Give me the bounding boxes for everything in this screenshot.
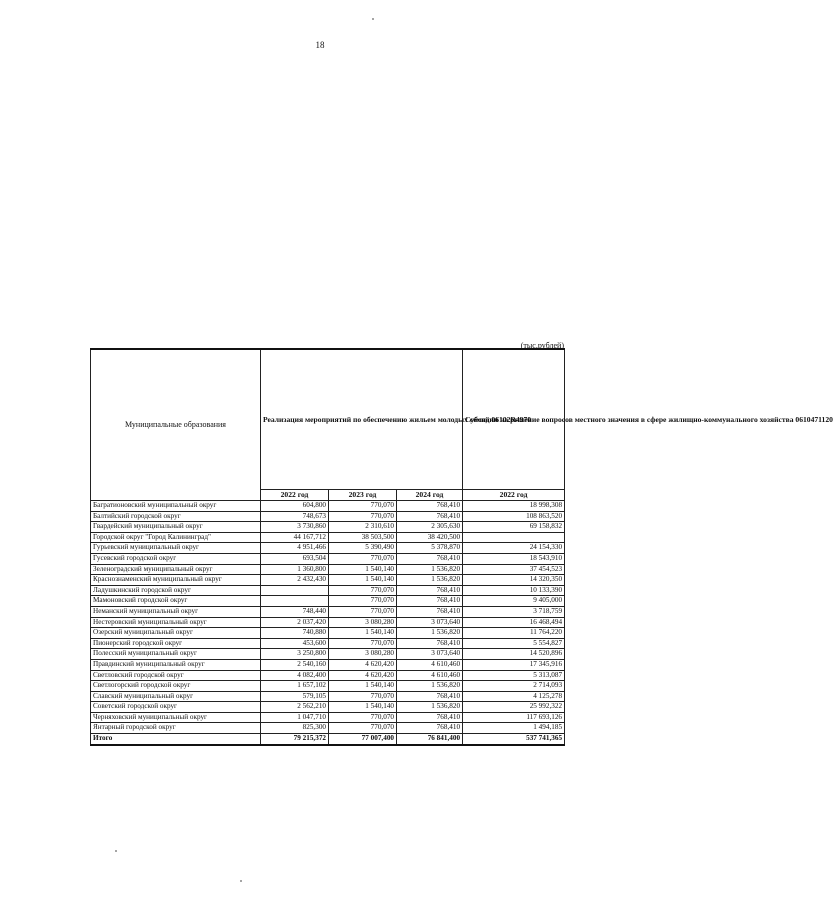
value-2023-cell: 770,070: [329, 638, 397, 649]
value-2022-cell: 2 037,420: [261, 617, 329, 628]
scan-speck: [115, 850, 117, 852]
municipality-name-cell: Озерский муниципальный округ: [91, 628, 261, 639]
subsidy-2022-cell: 10 133,390: [463, 585, 565, 596]
table-row: [91, 617, 565, 628]
municipality-name-cell: Черняховский муниципальный округ: [91, 712, 261, 723]
subsidy-2022-cell: 18 998,308: [463, 501, 565, 512]
subsidy-2022-cell: 108 863,520: [463, 511, 565, 522]
value-2023-cell: 770,070: [329, 691, 397, 702]
subsidy-2022-cell: 14 320,350: [463, 575, 565, 586]
value-2024-total: 76 841,400: [397, 734, 463, 745]
table-row: [91, 702, 565, 713]
value-2024-cell: 768,410: [397, 606, 463, 617]
table-row: [91, 596, 565, 607]
value-2023-cell: 770,070: [329, 511, 397, 522]
year-header-2024: 2024 год: [397, 490, 463, 501]
value-2023-cell: 1 540,140: [329, 681, 397, 692]
value-2024-cell: 1 536,820: [397, 702, 463, 713]
value-2023-cell: 1 540,140: [329, 628, 397, 639]
page-number: 18: [315, 40, 325, 50]
units-note: (тыс.рублей): [520, 341, 564, 350]
value-2022-cell: 2 562,210: [261, 702, 329, 713]
year-header-subsidy-2022: 2022 год: [463, 490, 565, 501]
municipality-name-cell: Балтийский городской округ: [91, 511, 261, 522]
subsidy-2022-cell: 9 405,000: [463, 596, 565, 607]
table-row: [91, 501, 565, 512]
value-2023-cell: 3 080,280: [329, 617, 397, 628]
value-2023-cell: 4 620,420: [329, 670, 397, 681]
value-2024-cell: 1 536,820: [397, 575, 463, 586]
value-2023-cell: 1 540,140: [329, 564, 397, 575]
subsidy-2022-cell: 3 718,759: [463, 606, 565, 617]
value-2023-cell: 5 390,490: [329, 543, 397, 554]
municipality-name-cell: Гурьевский муниципальный округ: [91, 543, 261, 554]
value-2022-cell: [261, 596, 329, 607]
municipality-name-cell: Пионерский городской округ: [91, 638, 261, 649]
total-label: Итого: [91, 734, 261, 745]
table-row: [91, 606, 565, 617]
subsidy-2022-cell: 117 693,126: [463, 712, 565, 723]
value-2023-cell: 1 540,140: [329, 575, 397, 586]
year-header-2022: 2022 год: [261, 490, 329, 501]
value-2024-cell: 38 420,500: [397, 532, 463, 543]
table-row: [91, 649, 565, 660]
value-2022-cell: 748,440: [261, 606, 329, 617]
value-2023-total: 77 007,400: [329, 734, 397, 745]
value-2023-cell: 1 540,140: [329, 702, 397, 713]
municipality-name-cell: Светловский городской округ: [91, 670, 261, 681]
value-2022-cell: 1 360,800: [261, 564, 329, 575]
scan-speck: [372, 18, 374, 20]
value-2022-cell: 604,800: [261, 501, 329, 512]
value-2023-cell: 770,070: [329, 712, 397, 723]
table-row: [91, 723, 565, 734]
table-row: [91, 511, 565, 522]
municipality-name-cell: Светлогорский городской округ: [91, 681, 261, 692]
value-2024-cell: 768,410: [397, 501, 463, 512]
value-2024-cell: 2 305,630: [397, 522, 463, 533]
column-header-housing-program: Реализация мероприятий по обеспечению жильем молодых семей 06102R4970: [261, 349, 463, 490]
value-2022-cell: 3 250,800: [261, 649, 329, 660]
table-row: [91, 691, 565, 702]
value-2022-cell: 453,600: [261, 638, 329, 649]
column-header-municipality: Муниципальные образования: [91, 349, 261, 501]
subsidy-2022-cell: 2 714,093: [463, 681, 565, 692]
table-row: [91, 628, 565, 639]
column-header-subsidy: Субсидии на решение вопросов местного значения в сфере жилищно-коммунального хозяйства 0610471120: [463, 349, 565, 490]
municipality-name-cell: Гвардейский муниципальный округ: [91, 522, 261, 533]
value-2022-cell: 825,300: [261, 723, 329, 734]
municipality-name-cell: Нестеровский муниципальный округ: [91, 617, 261, 628]
value-2023-cell: 4 620,420: [329, 659, 397, 670]
subsidy-2022-cell: 14 520,896: [463, 649, 565, 660]
value-2022-cell: 3 730,860: [261, 522, 329, 533]
value-2022-cell: 2 432,430: [261, 575, 329, 586]
municipality-name-cell: Неманский муниципальный округ: [91, 606, 261, 617]
value-2024-cell: 5 378,870: [397, 543, 463, 554]
subsidy-2022-cell: 69 158,832: [463, 522, 565, 533]
municipality-name-cell: Правдинский муниципальный округ: [91, 659, 261, 670]
subsidy-2022-cell: 5 554,827: [463, 638, 565, 649]
value-2022-total: 79 215,372: [261, 734, 329, 745]
table-row: [91, 585, 565, 596]
value-2022-cell: 1 047,710: [261, 712, 329, 723]
value-2024-cell: 768,410: [397, 723, 463, 734]
subsidy-2022-cell: 4 125,278: [463, 691, 565, 702]
municipality-name-cell: Полесский муниципальный округ: [91, 649, 261, 660]
municipality-name-cell: Мамоновский городской округ: [91, 596, 261, 607]
table-row: [91, 564, 565, 575]
value-2024-cell: 1 536,820: [397, 628, 463, 639]
value-2023-cell: 770,070: [329, 606, 397, 617]
value-2023-cell: 770,070: [329, 553, 397, 564]
value-2023-cell: 2 310,610: [329, 522, 397, 533]
table-row: [91, 522, 565, 533]
municipality-name-cell: Городской округ "Город Калининград": [91, 532, 261, 543]
table-row: [91, 532, 565, 543]
value-2022-cell: 740,880: [261, 628, 329, 639]
value-2022-cell: 1 657,102: [261, 681, 329, 692]
value-2024-cell: 768,410: [397, 553, 463, 564]
value-2023-cell: 770,070: [329, 501, 397, 512]
value-2024-cell: 768,410: [397, 691, 463, 702]
value-2023-cell: 770,070: [329, 723, 397, 734]
value-2024-cell: 1 536,820: [397, 564, 463, 575]
subsidy-2022-total: 537 741,365: [463, 734, 565, 745]
value-2022-cell: 693,504: [261, 553, 329, 564]
table-row: [91, 553, 565, 564]
value-2024-cell: 4 610,460: [397, 670, 463, 681]
value-2023-cell: 770,070: [329, 585, 397, 596]
value-2024-cell: 768,410: [397, 638, 463, 649]
value-2022-cell: 44 167,712: [261, 532, 329, 543]
table-row: [91, 712, 565, 723]
subsidy-2022-cell: 1 494,185: [463, 723, 565, 734]
municipality-name-cell: Гусевский городской округ: [91, 553, 261, 564]
value-2024-cell: 4 610,460: [397, 659, 463, 670]
value-2024-cell: 768,410: [397, 511, 463, 522]
value-2023-cell: 770,070: [329, 596, 397, 607]
subsidy-2022-cell: 16 468,494: [463, 617, 565, 628]
value-2024-cell: 768,410: [397, 585, 463, 596]
value-2022-cell: 748,673: [261, 511, 329, 522]
municipality-name-cell: Славский муниципальный округ: [91, 691, 261, 702]
subsidy-2022-cell: [463, 532, 565, 543]
table-row: [91, 575, 565, 586]
municipality-name-cell: Багратионовский муниципальный округ: [91, 501, 261, 512]
value-2024-cell: 1 536,820: [397, 681, 463, 692]
subsidy-2022-cell: 24 154,330: [463, 543, 565, 554]
subsidy-2022-cell: 18 543,910: [463, 553, 565, 564]
value-2023-cell: 38 503,500: [329, 532, 397, 543]
table-row: [91, 670, 565, 681]
value-2022-cell: 4 082,400: [261, 670, 329, 681]
total-row: [91, 734, 565, 745]
subsidy-2022-cell: 25 992,322: [463, 702, 565, 713]
value-2024-cell: 768,410: [397, 596, 463, 607]
value-2024-cell: 3 073,640: [397, 649, 463, 660]
table-row: [91, 681, 565, 692]
value-2022-cell: [261, 585, 329, 596]
municipality-name-cell: Советский городской округ: [91, 702, 261, 713]
value-2024-cell: 3 073,640: [397, 617, 463, 628]
subsidy-2022-cell: 11 764,220: [463, 628, 565, 639]
table-row: [91, 543, 565, 554]
value-2022-cell: 579,105: [261, 691, 329, 702]
municipality-name-cell: Зеленоградский муниципальный округ: [91, 564, 261, 575]
table-row: [91, 638, 565, 649]
value-2023-cell: 3 080,280: [329, 649, 397, 660]
subsidy-2022-cell: 17 345,916: [463, 659, 565, 670]
municipality-name-cell: Краснознаменский муниципальный округ: [91, 575, 261, 586]
subsidy-2022-cell: 37 454,523: [463, 564, 565, 575]
value-2024-cell: 768,410: [397, 712, 463, 723]
table-body: [91, 501, 565, 745]
value-2022-cell: 4 951,466: [261, 543, 329, 554]
municipality-name-cell: Янтарный городской округ: [91, 723, 261, 734]
value-2022-cell: 2 540,160: [261, 659, 329, 670]
subsidy-2022-cell: 5 313,087: [463, 670, 565, 681]
year-header-2023: 2023 год: [329, 490, 397, 501]
scan-speck: [240, 880, 242, 882]
budget-table: [90, 348, 833, 746]
municipality-name-cell: Ладушкинский городской округ: [91, 585, 261, 596]
table-row: [91, 659, 565, 670]
